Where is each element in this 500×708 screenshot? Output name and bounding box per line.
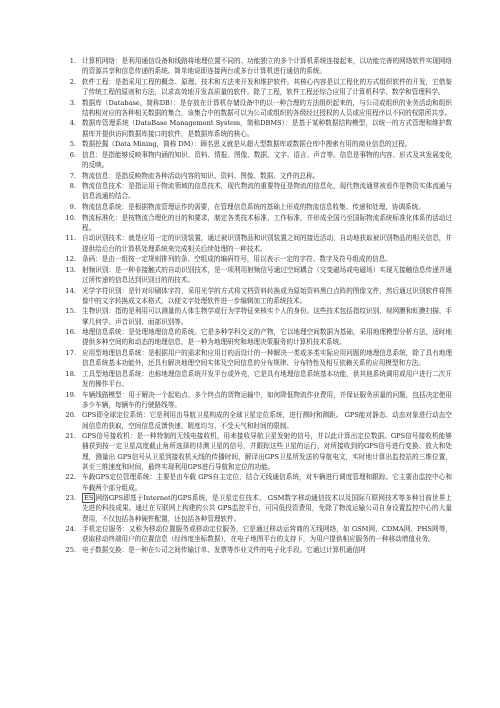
item-number: 11. [65,234,76,243]
item-number: 17. [65,348,76,357]
item-text: 生物识别：指的是利用可以测量的人体生物学或行为学特征来核实个人的身份。这些技术包括指纹识别、视网膜和虹膜扫描、手掌几何学、声音识别、面部识别等。 [82,307,452,326]
item-number: 21. [65,432,76,441]
definition-item [68,171,452,181]
definition-item [65,431,452,472]
definition-item [68,181,452,201]
item-text: 电子数据交换：是一种在公司之间传输订单、发票等作业文件的电子化手段。它通过计算机通信网 [82,545,366,554]
item-number: 15. [65,307,76,316]
definition-item [65,390,452,410]
definition-item [65,327,452,347]
definition-item [65,254,452,264]
item-number: 3. [69,98,76,107]
item-text: 数据挖掘（Data Mining，简称 DM）：顾名思义就是从超大型数据库或数据仓库中搜索有用的商业信息的过程。 [82,140,412,149]
item-number: 6. [69,150,76,159]
definition-item [65,213,452,233]
item-text: 自动识别技术：就是应用一定的识别装置，通过被识别物品和识别装置之间的接近活动，自动地获取被识别物品的相关信息，并提供给后台的计算机处理系统来完成相关后续处理的一种技术。 [82,234,452,253]
item-number: 18. [65,369,76,378]
item-text: 物流信息：是指反映物流各种活动内容的知识、资料、图像、数据、文件的总称。 [82,171,320,180]
definition-item [65,472,452,492]
item-number: 8. [69,182,76,191]
definition-item [68,77,452,97]
item-number: 14. [65,286,76,295]
item-number: 1. [69,57,76,65]
item-number: 13. [65,265,76,274]
item-number: 12. [65,255,76,264]
item-text: 车辆线路模型：用于解决一个起始点、多个终点的货物运输中，如何降低物流作业费用，并保证服务质量的问题，包括决定使用多少车辆，每辆车的行驶路线等。 [82,390,452,409]
item-text: 物流信息技术：是指运用于物流领域的信息技术，现代物流的重要特征是物流的信息化，现代物流通常被看作是物资实体流通与信息流通的结合。 [82,182,452,201]
definition-item [65,410,452,430]
definition-item [68,98,452,118]
item-number: 9. [69,202,76,211]
item-text: 应用型地理信息系统：是根据用户的需求和应用目的而设计的一种解决一类或多类实际应用问题的地理信息系统，除了具有地理信息系统基本功能外，还具有解决地理空间实体及空间信息的分布规律、分布特性及相互依赖关系的应用模型和方法。 [82,348,452,368]
item-number: 5. [69,140,76,149]
definition-item [65,524,452,544]
definition-item [68,202,452,212]
definition-item [68,56,452,76]
item-text: GPS即全球定位系统：它是利用由导航卫星构成的全球卫星定位系统，进行测时和测距。 GPS能对静态、动态对象进行动态空间信息的获取，空间信息反馈快速、精度均匀、不受天气和时间的限制。 [82,411,452,430]
item-number: 25. [65,545,76,554]
definition-item [65,545,452,555]
item-text: 工具型地理信息系统：也称地理信息系统开发平台或外壳，它是具有地理信息系统基本功能，供其他系统调用或用户进行二次开发的操作平台。 [82,369,452,388]
definition-item [65,369,452,389]
item-number: 10. [65,213,76,222]
item-text: 车载GPS定位管理系统：主要是由车载 GPS自主定位，结合无线通信系统，对车辆进行调度管理和跟踪。它主要由监控中心和车载两个部分组成。 [82,473,452,492]
item-number: 24. [65,525,76,534]
definition-item [65,233,452,253]
item-text: 软件工程：是指采用工程的概念、原理、技术和方法来开发和维护软件。其核心内容是以工程化的方式组织软件的开发，它借鉴了传统工程的原则和方法，以求高效地开发高质量的软件。除了工程，软件工程还综合应用了计算机科学、数学和管理科学。 [82,77,452,96]
item-text: 信息：是指能够反映事物内涵的知识、资料、情报、图像、数据、文字、语言、声音等。信息是事物的内容、形式及其发展变化的反映。 [82,150,452,169]
item-text: 数据库（Database，简称DB）：是存放在计算机存储设备中的以一种合理的方法组织起来的，与公司或组织的业务活动和组织结构相对应的各种相关数据的集合，该集合中的数据可以为公司或组织的各级经过授权的人员或应用程序以不同的权限所共享。 [82,98,452,117]
definition-item [65,493,452,524]
item-number: 22. [65,473,76,482]
item-number: 20. [65,411,76,420]
item-text: 射频识别：是一种非接触式的自动识别技术，是一项利用射频信号通过空间耦合（交变磁场或电磁场）实现无接触信息传递并通过所传递的信息达到识别目的的技术。 [82,265,452,284]
item-number: 16. [65,328,76,337]
item-text: 物流标准化：是按物流合理化的目的和要求，制定各类技术标准、工作标准，并形成全国乃至国际物流系统标准化体系的活动过程。 [82,213,452,232]
item-number: 23. [65,494,76,503]
definition-item [68,139,452,149]
definition-item [65,265,452,285]
item-text: ES 网络GPS即基于Internet的GPS系统，是卫星定位技术、 GSM数字移动通信技术以及国际互联网技术等多种目前世界上先进的科技成果。通过在互联网上构建的公共 GPS监控平台，可同低投资费用，免除了物流运输公司自身设置监控中心的大量费用，不仅包括各种硬件配置，还包括各种管理软件。 [82,494,452,523]
definition-item [65,306,452,326]
item-text: 手机定位服务：又称为移动位置服务或移动定位服务，它是通过移动运营商的无线网络，如 GSM网、CDMA网、PHS网等，获取移动终端用户的位置信息（经纬度坐标数据），在电子地图平台的支持下，为用户提供相应服务的一种移动增值业务。 [82,525,452,544]
item-text: 地理信息系统：是处理地理信息的系统。它是多种学科交叉的产物，它以地理空间数据为基础，采用地理模型分析方法，适时地提供多种空间的和动态的地理信息，是一种为地理研究和地理决策服务的计算机技术系统。 [82,328,452,347]
item-number: 4. [69,119,76,128]
item-marker: ES [84,494,94,503]
item-text: 计算机网络：是利用通信设备和线路将地理位置不同的、功能独立的多个计算机系统连接起来，以功能完善的网络软件实现网络的资源共享和信息传递的系统。简单地说即连接两台或多台计算机进行通信的系统。 [82,57,452,76]
definition-item [68,150,452,170]
item-number: 19. [65,390,76,399]
definition-item [68,118,452,138]
document-page [65,56,452,556]
item-number: 2. [69,77,76,86]
item-text: 数据库管理系统（DataBase Management System，简称DBMS）：是基于某种数据结构模型，以统一的方式管理和维护数据库并提供访问数据库接口的软件，是数据库系统的核心。 [82,119,452,138]
item-text: 条码：是由一组按一定规则排列的条、空组成的编码符号，用以表示一定的字符、数字及符号组成的信息。 [82,255,392,264]
item-text: 物流信息系统：是根据物流管理运作的需要，在管理信息系统的基础上形成的物流信息收集、传递和处理、协调系统。 [82,202,425,211]
definition-item [65,286,452,306]
item-number: 7. [69,171,76,180]
item-text: 光学字符识别：是针对印刷体字符，采用光学的方式将文档资料转换成为原始资料黑白点阵的图像文件，然后通过识别软件将图像中的文字转换成文本格式，以便文字处理软件进一步编辑加工的系统技术。 [82,286,452,305]
definition-item [65,348,452,368]
item-text: GPS信号接收机：是一种特制的无线电接收机，用来接收导航卫星发射的信号，并以此计算出定位数据。GPS信号接收机能够捕获到按一定卫星高度截止角所选择的待测卫星的信号，并跟踪这些卫星的运行，对所接收到的GPS信号进行变换、放大和处理，测量出 GPS信号从卫星到接收机天线的传播时间，解译出GPS卫星所发送的导航电文，实时地计算出监控站的三维位置，甚至三维速度和时间，最终实现利用GPS进行导航和定位的功能。 [82,432,452,471]
